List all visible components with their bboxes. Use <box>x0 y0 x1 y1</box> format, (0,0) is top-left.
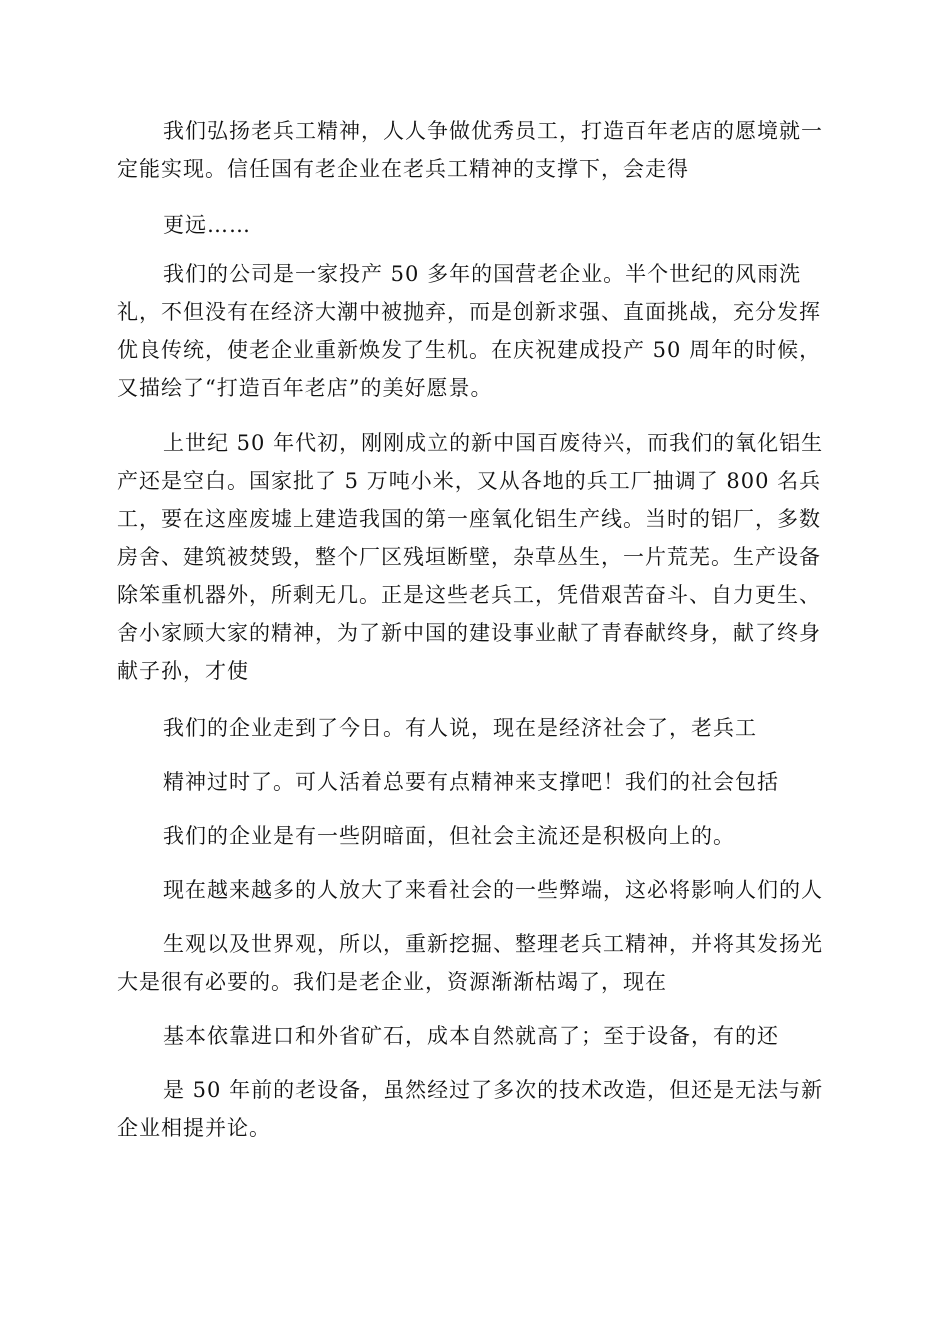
paragraph-8 <box>163 871 823 909</box>
text-line: 现在越来越多的人放大了来看社会的一些弊端，这必将影响人们的人 <box>163 878 823 902</box>
text-line: 优良传统，使老企业重新焕发了生机。在庆祝建成投产 50 周年的时候， <box>117 338 822 362</box>
text-line: 大是很有必要的。我们是老企业，资源渐渐枯竭了，现在 <box>117 970 667 994</box>
text-line: 基本依靠进口和外省矿石，成本自然就高了；至于设备，有的还 <box>163 1024 779 1048</box>
text-line: 我们的公司是一家投产 50 多年的国营老企业。半个世纪的风雨洗 <box>163 262 802 286</box>
text-line: 更远…… <box>163 213 251 237</box>
paragraph-3 <box>117 255 821 407</box>
text-line: 舍小家顾大家的精神，为了新中国的建设事业献了青春献终身，献了终身 <box>117 621 821 645</box>
paragraph-7 <box>163 817 735 855</box>
text-line: 工，要在这座废墟上建造我国的第一座氧化铝生产线。当时的铝厂，多数 <box>117 507 821 531</box>
text-line: 礼，不但没有在经济大潮中被抛弃，而是创新求强、直面挑战，充分发挥 <box>117 300 821 324</box>
paragraph-5 <box>163 709 757 747</box>
paragraph-10 <box>163 1017 779 1055</box>
text-line: 我们的企业走到了今日。有人说，现在是经济社会了，老兵工 <box>163 716 757 740</box>
paragraph-6 <box>163 763 779 801</box>
text-line: 我们的企业是有一些阴暗面，但社会主流还是积极向上的。 <box>163 824 735 848</box>
text-line: 定能实现。信任国有老企业在老兵工精神的支撑下，会走得 <box>117 157 689 181</box>
text-line: 上世纪 50 年代初，刚刚成立的新中国百废待兴，而我们的氧化铝生 <box>163 431 824 455</box>
text-line: 献子孙，才使 <box>117 659 249 683</box>
text-line: 产还是空白。国家批了 5 万吨小米，又从各地的兵工厂抽调了 800 名兵 <box>117 469 822 493</box>
paragraph-1 <box>117 112 823 188</box>
text-line: 是 50 年前的老设备，虽然经过了多次的技术改造，但还是无法与新 <box>163 1078 824 1102</box>
paragraph-2 <box>163 206 251 244</box>
text-line: 房舍、建筑被焚毁，整个厂区残垣断壁，杂草丛生，一片荒芜。生产设备 <box>117 545 821 569</box>
text-line: 生观以及世界观，所以，重新挖掘、整理老兵工精神，并将其发扬光 <box>163 932 823 956</box>
paragraph-11 <box>117 1071 823 1147</box>
text-line: 又描绘了“打造百年老店”的美好愿景。 <box>117 376 493 400</box>
text-line: 我们弘扬老兵工精神，人人争做优秀员工，打造百年老店的愿境就一 <box>163 119 823 143</box>
text-line: 除笨重机器外，所剩无几。正是这些老兵工，凭借艰苦奋斗、自力更生、 <box>117 583 821 607</box>
text-line: 精神过时了。可人活着总要有点精神来支撑吧！我们的社会包括 <box>163 770 779 794</box>
paragraph-9 <box>117 925 823 1001</box>
paragraph-4 <box>117 424 823 690</box>
text-line: 企业相提并论。 <box>117 1116 271 1140</box>
